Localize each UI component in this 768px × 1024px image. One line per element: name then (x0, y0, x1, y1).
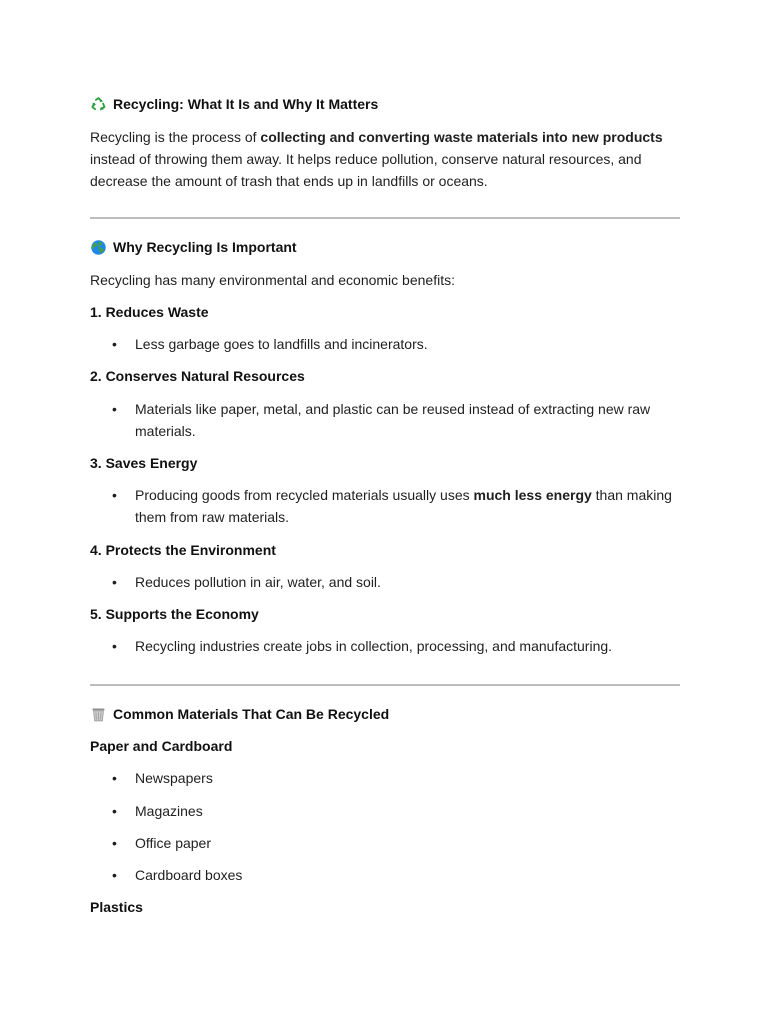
list-item: • Less garbage goes to landfills and incinerators. (90, 333, 680, 355)
benefit-list (90, 571, 680, 593)
heading-text: Recycling: What It Is and Why It Matters (113, 96, 379, 112)
recycle-icon (90, 96, 107, 113)
benefit-title: 5. Supports the Economy (90, 606, 259, 622)
divider (90, 217, 680, 219)
plastics-title: Plastics (90, 899, 143, 915)
bold-phrase: much less energy (473, 487, 592, 503)
intro-paragraph: Recycling is the process of collecting and converting waste materials into new products instead of throwing them away. It helps reduce pollution, conserve natural resources, and decrease the amount of trash that ends up in landfills or oceans. (90, 129, 663, 189)
globe-icon (90, 239, 107, 256)
benefit-5 (90, 603, 680, 657)
heading-text: Common Materials That Can Be Recycled (113, 706, 390, 722)
benefit-1 (90, 301, 680, 355)
benefit-3 (90, 452, 680, 528)
benefit-title: 1. Reduces Waste (90, 304, 209, 320)
benefit-2 (90, 365, 680, 442)
benefit-title: 4. Protects the Environment (90, 542, 276, 558)
paper-list (90, 767, 680, 886)
list-item: • Materials like paper, metal, and plastic can be reused instead of extracting new raw materials. (90, 398, 680, 442)
list-item: • Office paper (90, 832, 680, 854)
list-item: • Reduces pollution in air, water, and soil. (90, 571, 680, 593)
benefit-list (90, 333, 680, 355)
benefit-title: 2. Conserves Natural Resources (90, 368, 305, 384)
paper-cardboard-title: Paper and Cardboard (90, 738, 233, 754)
benefit-list (90, 398, 680, 442)
benefit-4 (90, 539, 680, 593)
bold-phrase: collecting and converting waste materials into new products (260, 129, 663, 145)
benefits-intro: Recycling has many environmental and economic benefits: (90, 272, 455, 288)
wastebasket-icon (90, 706, 107, 723)
document-content (90, 93, 680, 918)
list-item: • Magazines (90, 800, 680, 822)
divider (90, 684, 680, 686)
list-item: • Recycling industries create jobs in collection, processing, and manufacturing. (90, 635, 680, 657)
list-item: • Cardboard boxes (90, 864, 680, 886)
heading-recycling (90, 93, 680, 115)
benefit-list (90, 484, 680, 528)
list-item: • Producing goods from recycled materials usually uses much less energy than making them from raw materials. (90, 484, 680, 528)
heading-why-important (90, 236, 680, 258)
list-item: • Newspapers (90, 767, 680, 789)
benefit-list (90, 635, 680, 657)
heading-common-materials (90, 703, 680, 725)
heading-text: Why Recycling Is Important (113, 239, 297, 255)
benefit-title: 3. Saves Energy (90, 455, 198, 471)
